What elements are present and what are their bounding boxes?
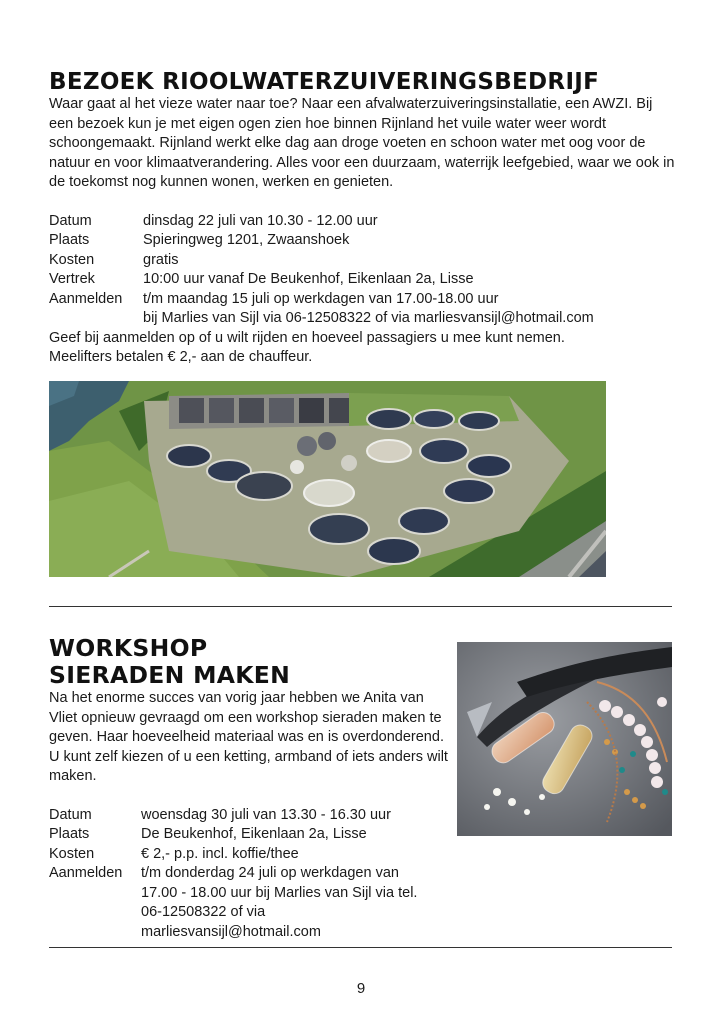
- detail-label: Plaats: [49, 232, 90, 248]
- detail-row-plaats: [49, 231, 679, 251]
- section-divider: [49, 606, 672, 607]
- detail-label: Aanmelden: [49, 865, 123, 881]
- section-jewelry-workshop: [49, 635, 449, 942]
- detail-value: Spieringweg 1201, Zwaanshoek: [143, 232, 350, 248]
- section-wastewater-visit: [49, 70, 679, 368]
- detail-row-datum: [49, 212, 679, 232]
- detail-row-vertrek: [49, 270, 679, 290]
- section-title: BEZOEK RIOOLWATERZUIVERINGSBEDRIJF: [49, 69, 600, 95]
- detail-value: dinsdag 22 juli van 10.30 - 12.00 uur: [143, 212, 378, 229]
- detail-row-datum: [49, 806, 449, 826]
- note-carpool: Geef bij aanmelden op of u wilt rijden en hoeveel passagiers u mee kunt nemen.: [49, 329, 565, 346]
- detail-label: Plaats: [49, 826, 90, 842]
- details-list: [49, 806, 449, 943]
- detail-value: t/m donderdag 24 juli op werkdagen van: [141, 865, 399, 881]
- detail-continuation: 06-12508322 of via marliesvansijl@hotmail.com: [141, 904, 321, 940]
- section-intro: Waar gaat al het vieze water naar toe? Naar een afvalwaterzuiveringsinstallatie, een AWZI. Bij een bezoek kun je met eigen ogen zien hoe binnen Rijnland het vuile water weer wordt schoongemaakt. Rijnland werkt elke dag aan droge voeten en schoon water met oog voor de natuur en voor klimaatverandering. Alles voor een duurzaam, waterrijk leefgebied, waar we ook in de toekomst nog kunnen wonen, werken en genieten.: [49, 96, 675, 190]
- section-intro: Na het enorme succes van vorig jaar hebben we Anita van Vliet opnieuw gevraagd om een workshop sieraden maken te geven. Haar hoeveelheid materiaal was en is overdonderend.: [49, 690, 444, 745]
- detail-label: Datum: [49, 806, 92, 823]
- section-intro-2: U kunt zelf kiezen of u een ketting, armband of iets anders wilt maken.: [49, 748, 448, 784]
- detail-label: Aanmelden: [49, 290, 123, 307]
- detail-label: Kosten: [49, 251, 95, 268]
- detail-continuation: bij Marlies van Sijl via 06-12508322 of via marliesvansijl@hotmail.com: [143, 310, 594, 326]
- detail-continuation: 17.00 - 18.00 uur bij Marlies van Sijl via tel.: [141, 884, 418, 901]
- details-list: [49, 212, 679, 368]
- detail-row-aanmelden: [49, 864, 449, 884]
- detail-value: De Beukenhof, Eikenlaan 2a, Lisse: [141, 826, 367, 842]
- detail-value: woensdag 30 juli van 13.30 - 16.30 uur: [141, 806, 391, 823]
- page-number: 9: [356, 980, 366, 997]
- detail-label: Vertrek: [49, 271, 95, 287]
- note-fee: Meelifters betalen € 2,- aan de chauffeur.: [49, 349, 313, 365]
- detail-row-kosten: [49, 845, 449, 865]
- detail-row-kosten: [49, 251, 679, 271]
- detail-label: Kosten: [49, 845, 95, 862]
- jewelry-beads-photo: [457, 642, 672, 836]
- detail-value: t/m maandag 15 juli op werkdagen van 17.00-18.00 uur: [143, 290, 499, 307]
- detail-row-plaats: [49, 825, 449, 845]
- detail-value: 10:00 uur vanaf De Beukenhof, Eikenlaan 2a, Lisse: [143, 271, 474, 287]
- detail-row-aanmelden: [49, 290, 679, 310]
- detail-value: gratis: [143, 251, 179, 268]
- section-title-line-1: WORKSHOP: [49, 634, 208, 662]
- section-divider-bottom: [49, 947, 672, 948]
- treatment-plant-aerial-photo: [49, 381, 606, 577]
- detail-label: Datum: [49, 212, 92, 229]
- detail-value: € 2,- p.p. incl. koffie/thee: [141, 845, 299, 862]
- section-title-line-2: SIERADEN MAKEN: [49, 661, 291, 689]
